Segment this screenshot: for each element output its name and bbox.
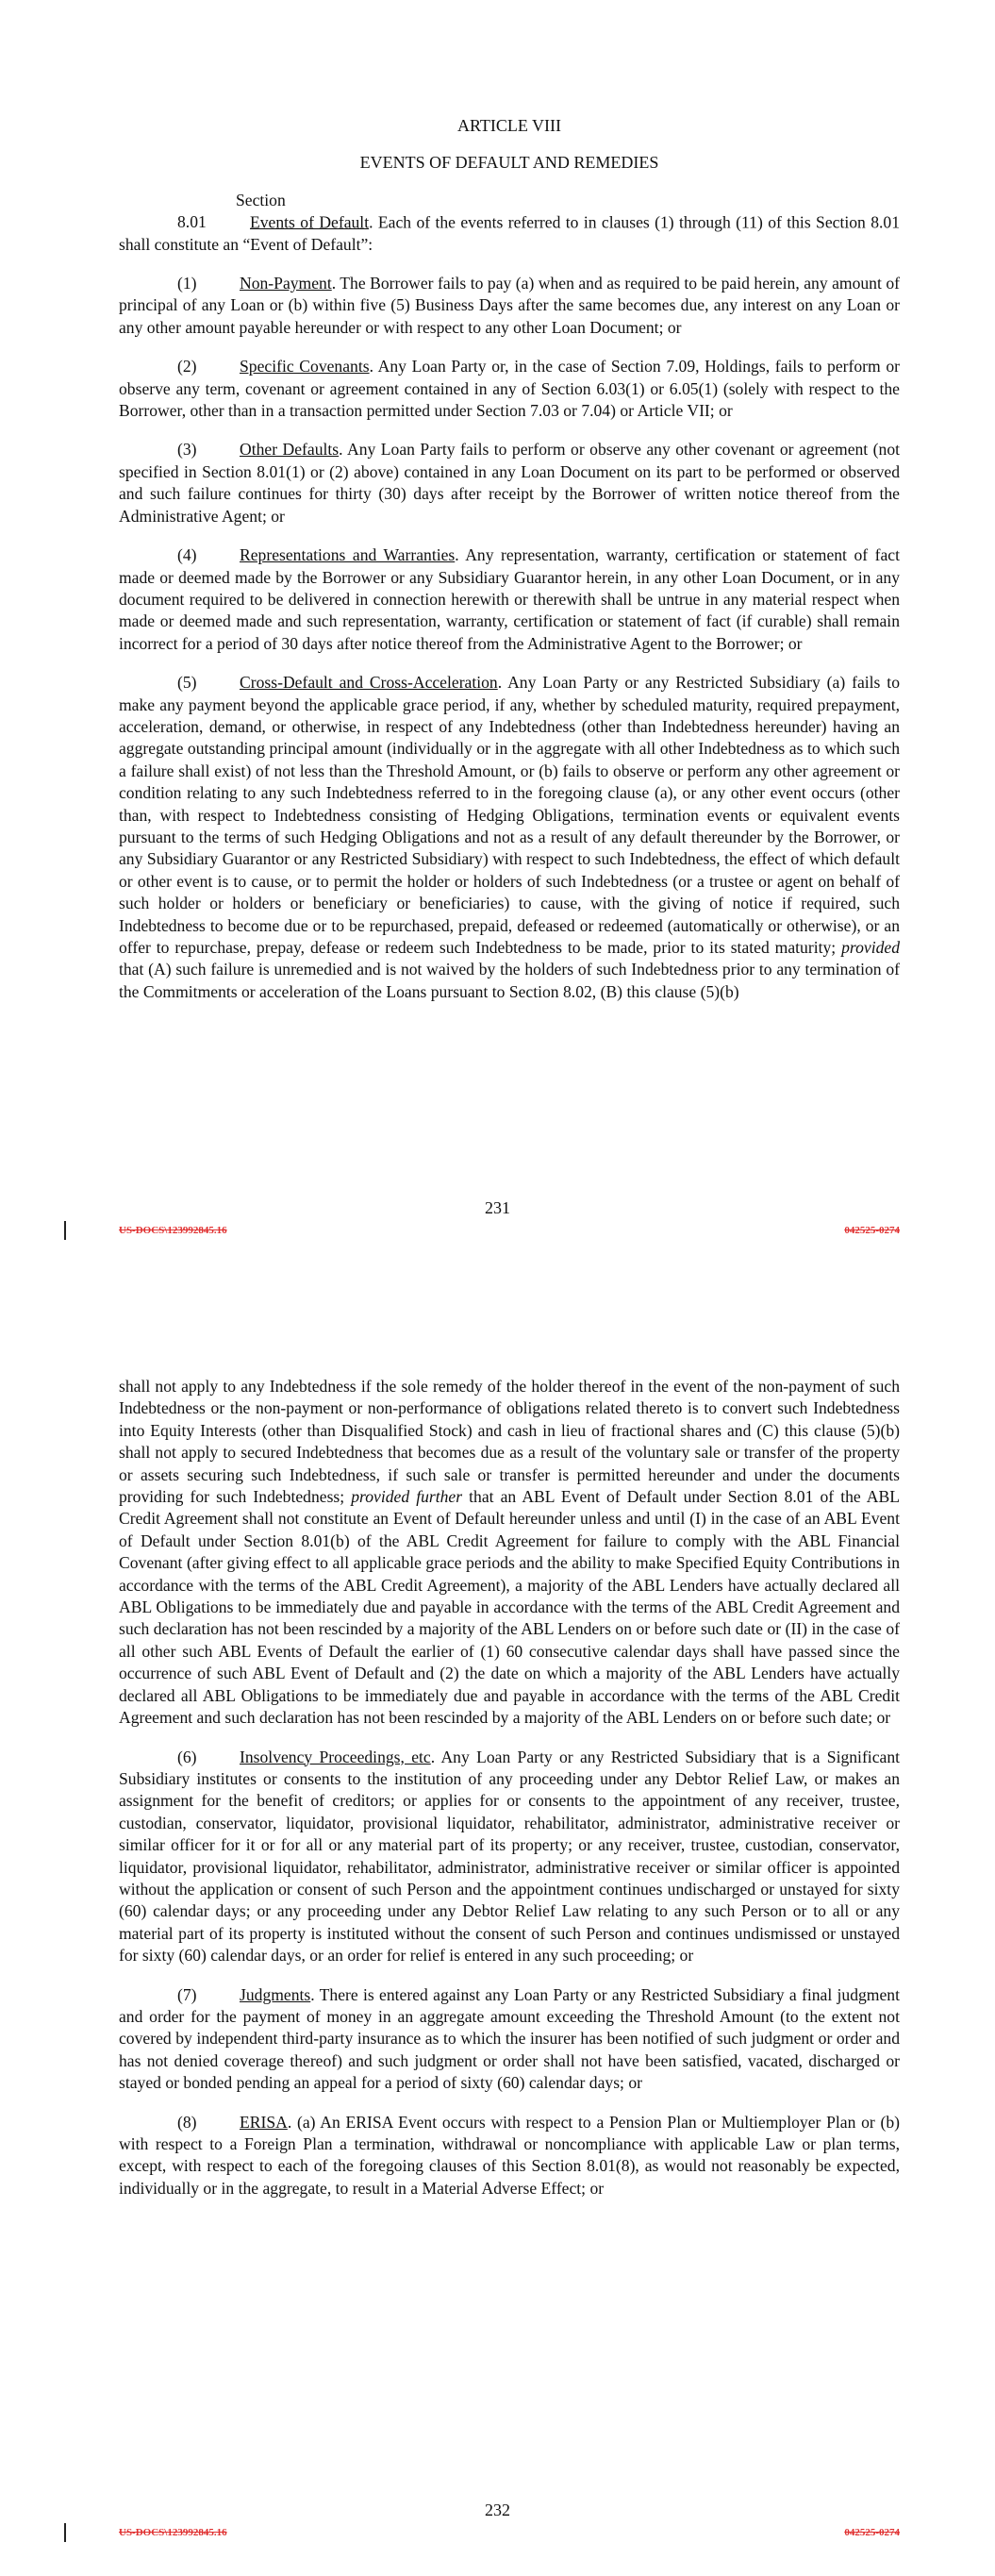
clause-8 [119, 2112, 900, 2200]
continuation-italic: provided further [351, 1487, 463, 1507]
footer-matter-id: 042525-0274 [844, 1225, 900, 1236]
continuation-text: shall not apply to any Indebtedness if the sole remedy of the holder thereof in the event of the non-payment of such Indebtedness or the non-payment or non-performance of obligations related thereto is to convert such Indebtedness into Equity Interests (other than Disqualified Stock) and cash in lieu of fractional shares and (C) this clause (5)(b) shall not apply to secured Indebtedness that becomes due as a result of the voluntary sale or transfer of the property or assets securing such Indebtedness, if such sale or transfer is permitted hereunder and under the documents providing for such Indebtedness; [119, 1377, 900, 1507]
clause-5 [119, 672, 900, 1003]
clause-4 [119, 544, 900, 655]
section-heading: Events of Default [250, 212, 370, 232]
clause-heading: ERISA [240, 2112, 288, 2132]
clause-heading: Specific Covenants [240, 357, 370, 376]
clause-number: (8) [177, 2112, 197, 2132]
clause-text: . Any representation, warranty, certification or statement of fact made or deemed made by the Borrower or any Subsidiary Guarantor herein, in any other Loan Document, or in any document required to be delivered in connection herewith or therewith shall be untrue in any material respect when made or deemed made and such representation, warranty, certification or statement of fact (if curable) shall remain incorrect for a period of 30 days after notice thereof from the Administrative Agent to the Borrower; or [119, 545, 900, 653]
article-subtitle: EVENTS OF DEFAULT AND REMEDIES [359, 153, 659, 173]
change-bar [64, 2523, 66, 2542]
clause-number: (1) [177, 274, 197, 293]
clause-number: (5) [177, 673, 197, 693]
clause-heading: Insolvency Proceedings, etc [240, 1747, 431, 1766]
clause-text: . Any Loan Party or any Restricted Subsidiary (a) fails to make any payment beyond the applicable grace period, if any, whether by scheduled maturity, required prepayment, acceleration, demand, or otherwise, in respect of any Indebtedness (other than Indebtedness hereunder) having an aggregate outstanding principal amount (individually or in the aggregate with all other Indebtedness as to which such a failure shall exist) of not less than the Threshold Amount, or (b) fails to observe or perform any other agreement or condition relating to any such Indebtedness referred to in the foregoing clause (a), or any other event occurs (other than, with respect to Indebtedness consisting of Hedging Obligations, termination events or equivalent events pursuant to the terms of such Hedging Obligations and not as a result of any default thereunder by the Borrower, or any Subsidiary Guarantor or any Restricted Subsidiary) with respect to such Indebtedness, the effect of which default or other event is to cause, or to permit the holder or holders of such Indebtedness (or a trustee or agent on behalf of such holder or holders or beneficiary or beneficiaries) to cause, with the giving of notice if required, such Indebtedness to become due or to be repurchased, prepaid, defeased or redeemed (automatically or otherwise), or an offer to repurchase, prepay, defease or redeem such Indebtedness to be made, prior to its stated maturity; [119, 673, 900, 957]
page-232-body [119, 1376, 900, 2216]
clause-number: (3) [177, 440, 197, 460]
clause-6 [119, 1747, 900, 1967]
clause-heading: Cross-Default and Cross-Acceleration [240, 673, 498, 693]
clause-number: (2) [177, 357, 197, 376]
clause-number: (6) [177, 1747, 197, 1766]
clause-text: . The Borrower fails to pay (a) when and as required to be paid herein, any amount of principal of any Loan or (b) within five (5) Business Days after the same becomes due, any interest on any Loan or any other amount payable hereunder or with respect to any other Loan Document; or [119, 274, 900, 337]
footer-matter-id: 042525-0274 [844, 2527, 900, 2538]
clause-italic: provided [841, 938, 900, 957]
page-number: 231 [485, 1198, 510, 1217]
clause-heading: Judgments [240, 1984, 311, 2004]
clause-2 [119, 356, 900, 422]
footer-doc-id: US-DOCS\123992845.16 [119, 2527, 227, 2538]
clause-3 [119, 439, 900, 527]
page-number: 232 [485, 2501, 510, 2519]
footer-doc-id: US-DOCS\123992845.16 [119, 1225, 227, 1236]
clause-number: (4) [177, 545, 197, 565]
clause-5-continuation [119, 1376, 900, 1730]
section-8-01 [119, 190, 900, 256]
page-231 [0, 0, 995, 1264]
change-bar [64, 1221, 66, 1240]
clause-text-continued: that (A) such failure is unremedied and is not waived by the holders of such Indebtedness prior to any termination of the Commitments or acceleration of the Loans pursuant to Section 8.02, (B) this clause (5)(b) [119, 960, 900, 1001]
page-231-body [119, 115, 900, 1020]
clause-heading: Representations and Warranties [240, 545, 456, 565]
clause-text: . (a) An ERISA Event occurs with respect to a Pension Plan or Multiemployer Plan or (b) with respect to a Foreign Plan a termination, withdrawal or noncompliance with applicable Law or plan terms, except, with respect to each of the foregoing clauses of this Section 8.01(8), as would not reasonably be expected, individually or in the aggregate, to result in a Material Adverse Effect; or [119, 2112, 900, 2198]
clause-heading: Other Defaults [240, 440, 340, 460]
clause-text: . Any Loan Party or, in the case of Section 7.09, Holdings, fails to perform or observe any term, covenant or agreement contained in any of Section 6.03(1) or 6.05(1) (solely with respect to the Borrower, other than in a transaction permitted under Section 7.03 or 7.04) or Article VII; or [119, 357, 900, 421]
page-232 [0, 1264, 995, 2576]
continuation-text-end: that an ABL Event of Default under Section 8.01 of the ABL Credit Agreement shall not constitute an Event of Default hereunder unless and until (I) in the case of an ABL Event of Default under Section 8.01(b) of the ABL Credit Agreement for failure to comply with the ABL Financial Covenant (after giving effect to all applicable grace periods and the ability to make Specified Equity Contributions in accordance with the terms of the ABL Credit Agreement), a majority of the ABL Lenders have actually declared all ABL Obligations to be immediately due and payable in accordance with the terms of the ABL Credit Agreement and such declaration has not been rescinded by a majority of the ABL Lenders on or before such date or (II) in the case of all other such ABL Events of Default the earlier of (1) 60 consecutive calendar days shall have passed since the occurrence of such ABL Event of Default and (2) the date on which a majority of the ABL Lenders have actually declared all ABL Obligations to be immediately due and payable in accordance with the terms of the ABL Credit Agreement and such declaration has not been rescinded by a majority of the ABL Lenders on or before such date; or [119, 1487, 900, 1728]
section-intro: . Each of the events referred to in clauses (1) through (11) of this Section 8.01 shall constitute an “Event of Default”: [119, 212, 901, 254]
clause-number: (7) [177, 1984, 197, 2004]
clause-heading: Non-Payment [240, 274, 332, 293]
article-title: ARTICLE VIII [456, 116, 562, 135]
clause-7 [119, 1984, 900, 2095]
clause-text: . Any Loan Party fails to perform or observe any other covenant or agreement (not specified in Section 8.01(1) or (2) above) contained in any Loan Document on its part to be performed or observed and such failure continues for thirty (30) days after receipt by the Borrower of written notice thereof from the Administrative Agent; or [119, 440, 901, 526]
section-number: Section 8.01 [177, 190, 286, 232]
clause-text: . There is entered against any Loan Party or any Restricted Subsidiary a final judgment and order for the payment of money in an aggregate amount exceeding the Threshold Amount (to the extent not covered by independent third-party insurance as to which the insurer has been notified of such judgment or order and has not denied coverage thereof) and such judgment or order shall not have been satisfied, vacated, discharged or stayed or bonded pending an appeal for a period of sixty (60) calendar days; or [119, 1984, 900, 2093]
clause-1 [119, 273, 900, 339]
clause-text: . Any Loan Party or any Restricted Subsidiary that is a Significant Subsidiary institutes or consents to the institution of any proceeding under any Debtor Relief Law, or makes an assignment for the benefit of creditors; or applies for or consents to the appointment of any receiver, trustee, custodian, conservator, liquidator, provisional liquidator, rehabilitator, administrator, administrative receiver or similar officer for it or for all or any material part of its property; or any receiver, trustee, custodian, conservator, liquidator, provisional liquidator, rehabilitator, administrator, administrative receiver or similar officer is appointed without the application or consent of such Person and the appointment continues undischarged or unstayed for sixty (60) calendar days; or any proceeding under any Debtor Relief Law relating to any such Person or to all or any material part of its property is instituted without the consent of such Person and continues undismissed or unstayed for sixty (60) calendar days, or an order for relief is entered in any such proceeding; or [119, 1747, 900, 1965]
